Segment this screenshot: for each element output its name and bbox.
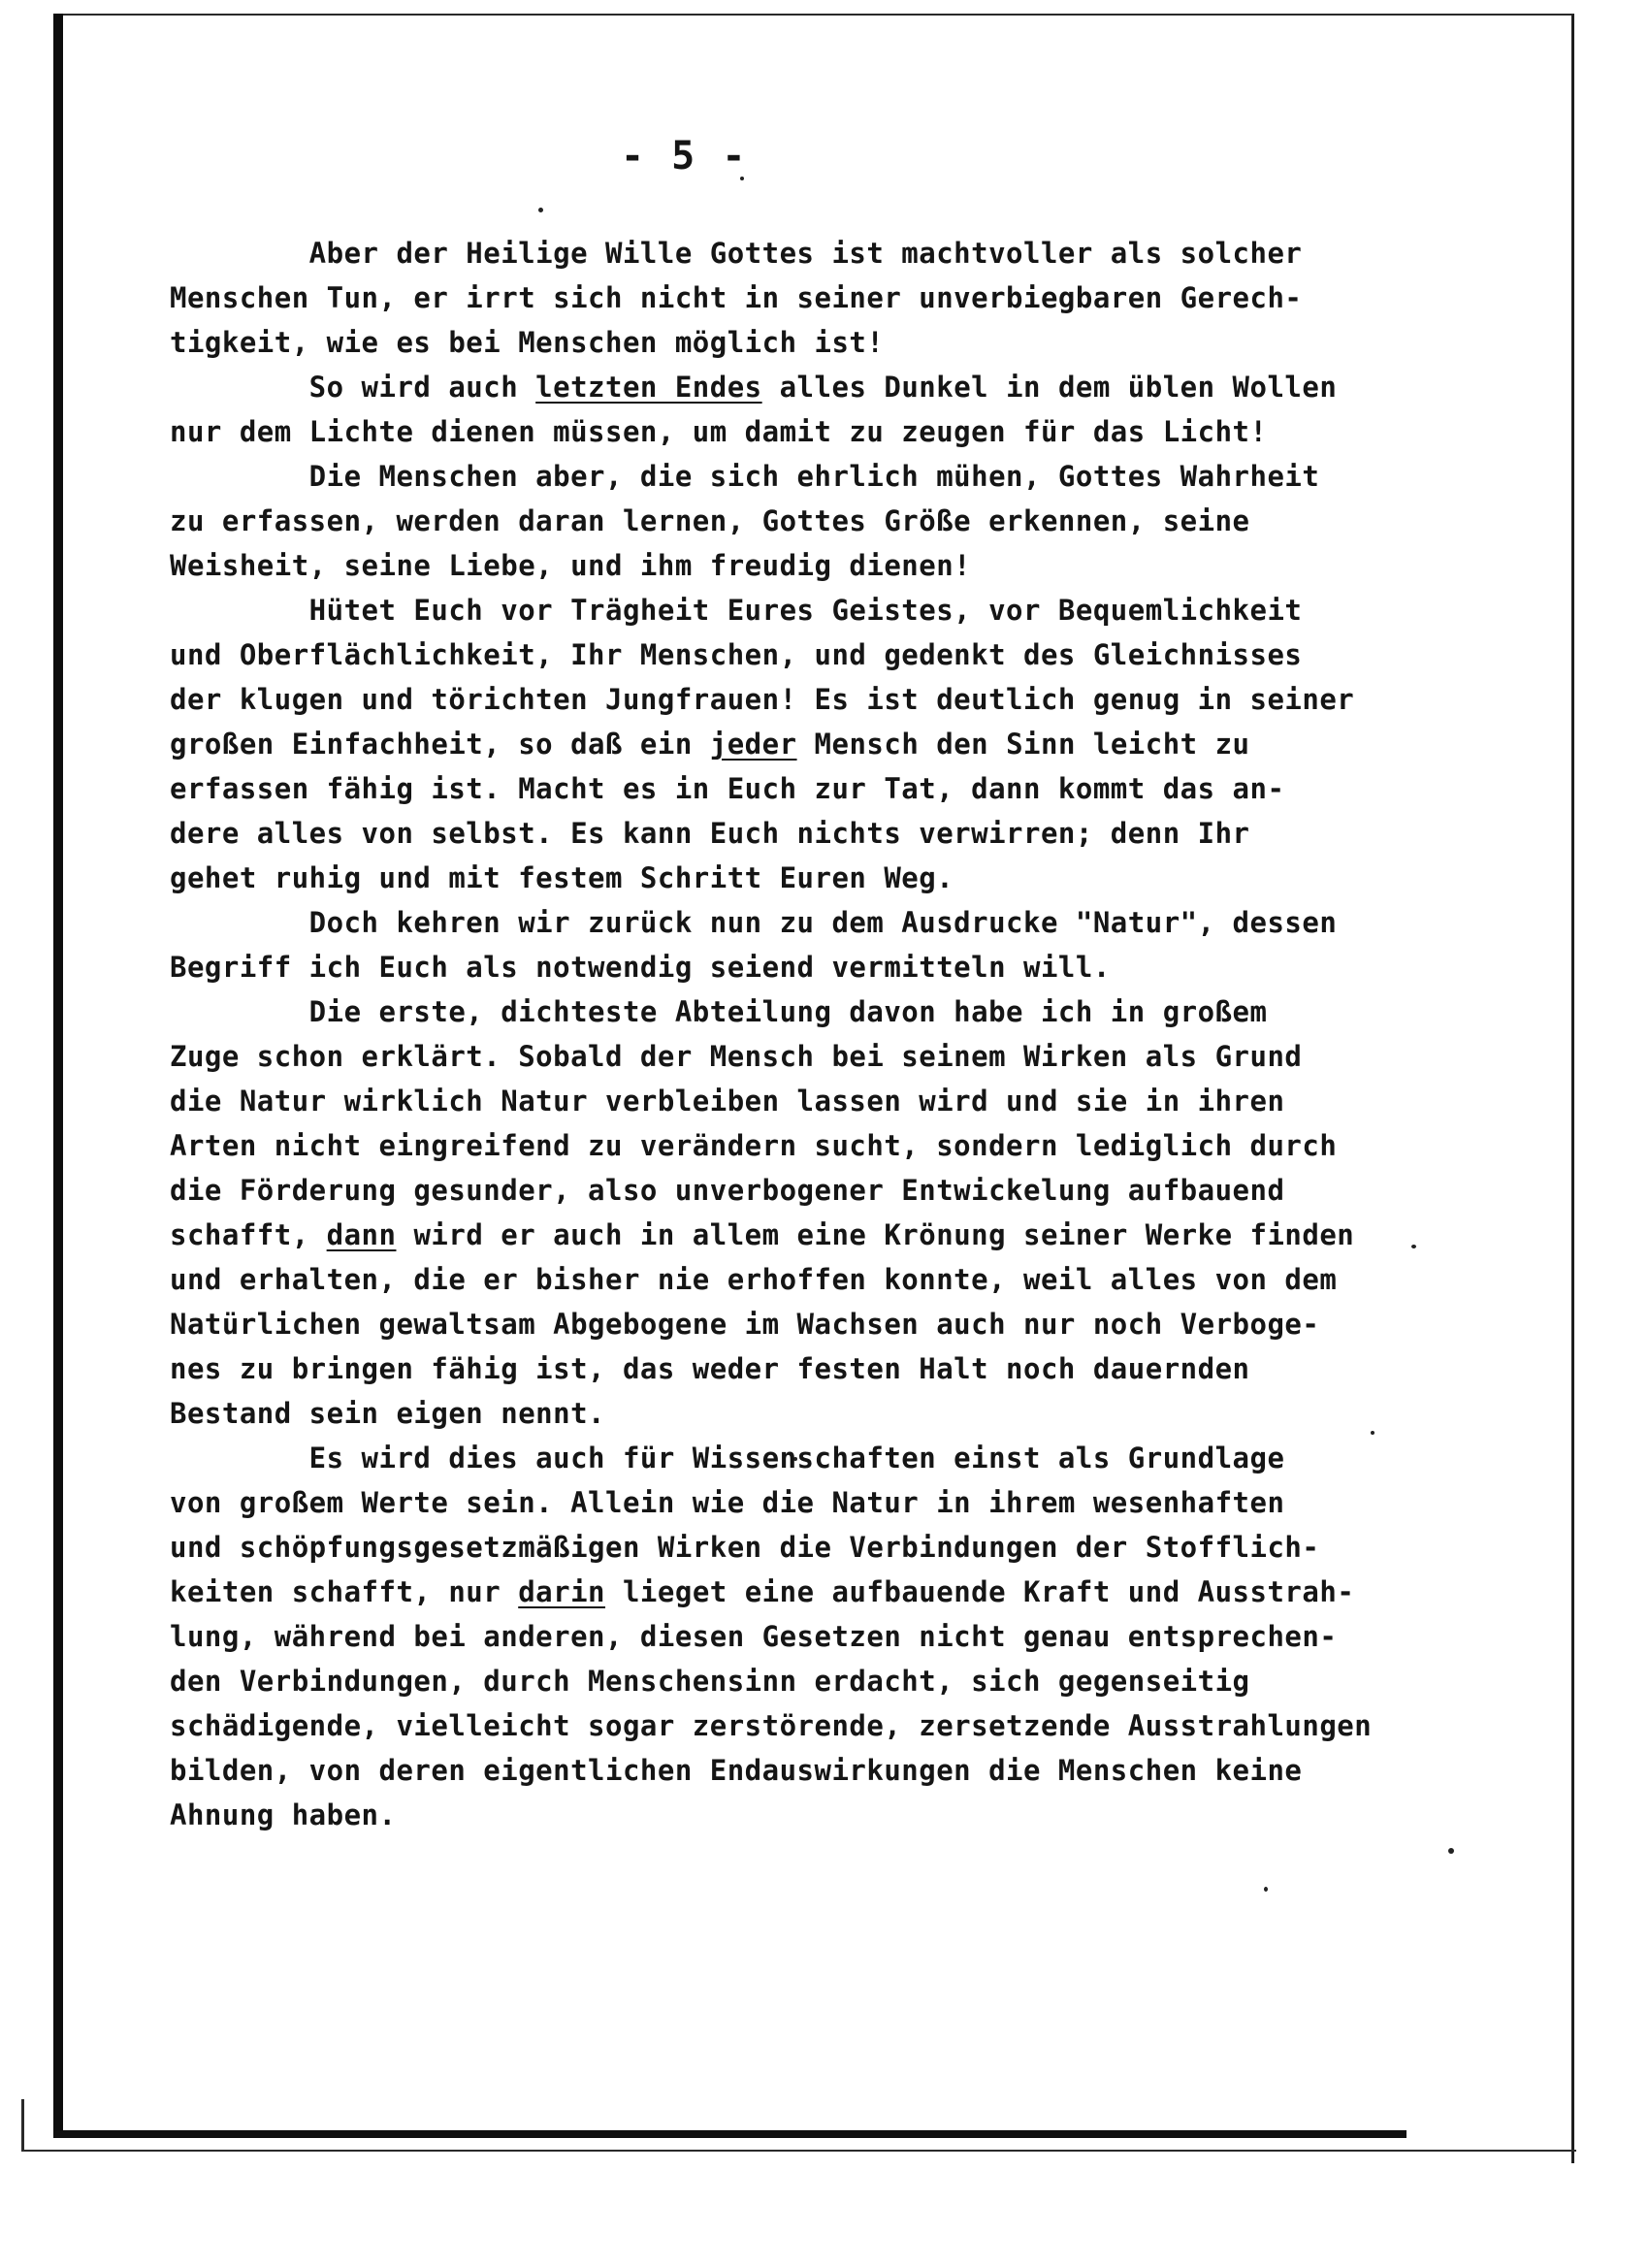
text-line: [170, 677, 1431, 722]
text-segment: den Verbindungen, durch Menschensinn erdacht, sich gegenseitig: [170, 1665, 1250, 1698]
text-line: [170, 1436, 1431, 1480]
text-line: [170, 1659, 1431, 1703]
text-line: [170, 766, 1431, 811]
text-segment: alles Dunkel in dem üblen Wollen: [761, 371, 1338, 404]
text-segment: Die Menschen aber, die sich ehrlich mühen, Gottes Wahrheit: [170, 460, 1320, 493]
text-line: [170, 856, 1431, 900]
text-line: [170, 1614, 1431, 1659]
text-segment: gehet ruhig und mit festem Schritt Euren Weg.: [170, 861, 954, 894]
text-segment: lung, während bei anderen, diesen Gesetzen nicht genau entsprechen-: [170, 1620, 1338, 1653]
text-segment: von großem Werte sein. Allein wie die Natur in ihrem wesenhaften: [170, 1486, 1285, 1519]
underlined-emphasis: dann: [326, 1218, 397, 1251]
text-segment: dere alles von selbst. Es kann Euch nichts verwirren; denn Ihr: [170, 817, 1250, 850]
scan-bottom-line: [24, 2150, 1576, 2152]
text-line: [170, 1793, 1431, 1837]
text-line: [170, 1391, 1431, 1436]
text-segment: und schöpfungsgesetzmäßigen Wirken die Verbindungen der Stofflich-: [170, 1531, 1320, 1564]
text-segment: die Förderung gesunder, also unverbogener Entwickelung aufbauend: [170, 1174, 1285, 1207]
text-line: [170, 1525, 1431, 1570]
text-segment: lieget eine aufbauende Kraft und Ausstrah-: [605, 1575, 1355, 1608]
scan-corner-mark: [21, 2099, 24, 2152]
underlined-emphasis: darin: [518, 1575, 606, 1608]
text-line: [170, 1480, 1431, 1525]
text-segment: die Natur wirklich Natur verbleiben lassen wird und sie in ihren: [170, 1085, 1285, 1118]
text-segment: Aber der Heilige Wille Gottes ist machtvoller als solcher: [170, 237, 1303, 270]
text-line: [170, 1703, 1431, 1748]
text-line: [170, 1168, 1431, 1213]
text-segment: Natürlichen gewaltsam Abgebogene im Wachsen auch nur noch Verboge-: [170, 1308, 1320, 1341]
text-segment: Zuge schon erklärt. Sobald der Mensch bei seinem Wirken als Grund: [170, 1040, 1303, 1073]
scan-speck: [538, 208, 543, 212]
text-line: [170, 499, 1431, 543]
text-line: [170, 1079, 1431, 1123]
text-line: [170, 722, 1431, 766]
text-segment: bilden, von deren eigentlichen Endauswirkungen die Menschen keine: [170, 1754, 1303, 1787]
text-segment: Begriff ich Euch als notwendig seiend vermitteln will.: [170, 951, 1111, 984]
text-segment: Bestand sein eigen nennt.: [170, 1397, 605, 1430]
scan-speck: [1448, 1848, 1454, 1854]
text-line: [170, 454, 1431, 499]
page-number: - 5 -: [621, 134, 748, 178]
text-segment: tigkeit, wie es bei Menschen möglich ist!: [170, 326, 885, 359]
text-line: [170, 365, 1431, 409]
text-segment: Weisheit, seine Liebe, und ihm freudig dienen!: [170, 549, 972, 582]
text-line: [170, 275, 1431, 320]
text-line: [170, 1748, 1431, 1793]
text-segment: Es wird dies auch für Wissenschaften einst als Grundlage: [170, 1442, 1285, 1474]
text-segment: nur dem Lichte dienen müssen, um damit zu zeugen für das Licht!: [170, 415, 1268, 448]
text-line: [170, 320, 1431, 365]
text-line: [170, 231, 1431, 275]
text-segment: keiten schafft, nur: [170, 1575, 519, 1608]
text-line: [170, 1123, 1431, 1168]
text-segment: erfassen fähig ist. Macht es in Euch zur Tat, dann kommt das an-: [170, 772, 1285, 805]
text-segment: der klugen und törichten Jungfrauen! Es ist deutlich genug in seiner: [170, 683, 1355, 716]
document-body: [170, 231, 1431, 1837]
text-segment: So wird auch: [170, 371, 536, 404]
text-segment: und Oberflächlichkeit, Ihr Menschen, und gedenkt des Gleichnisses: [170, 638, 1303, 671]
text-line: [170, 1570, 1431, 1614]
text-line: [170, 811, 1431, 856]
text-segment: Menschen Tun, er irrt sich nicht in seiner unverbiegbaren Gerech-: [170, 281, 1303, 314]
text-segment: Hütet Euch vor Trägheit Eures Geistes, vor Bequemlichkeit: [170, 594, 1303, 627]
underlined-emphasis: letzten Endes: [535, 371, 762, 404]
underlined-emphasis: jeder: [709, 728, 797, 761]
text-segment: Ahnung haben.: [170, 1798, 397, 1831]
text-line: [170, 588, 1431, 632]
text-line: [170, 1213, 1431, 1257]
text-segment: nes zu bringen fähig ist, das weder festen Halt noch dauernden: [170, 1352, 1250, 1385]
text-segment: Mensch den Sinn leicht zu: [796, 728, 1250, 761]
text-line: [170, 1346, 1431, 1391]
scan-left-edge: [53, 14, 63, 2138]
text-line: [170, 1302, 1431, 1346]
text-line: [170, 409, 1431, 454]
text-line: [170, 989, 1431, 1034]
text-line: [170, 945, 1431, 989]
text-line: [170, 632, 1431, 677]
text-segment: wird er auch in allem eine Krönung seiner Werke finden: [396, 1218, 1355, 1251]
text-line: [170, 1034, 1431, 1079]
text-line: [170, 1257, 1431, 1302]
text-segment: Die erste, dichteste Abteilung davon habe ich in großem: [170, 995, 1268, 1028]
text-segment: großen Einfachheit, so daß ein: [170, 728, 710, 761]
text-line: [170, 543, 1431, 588]
scan-bottom-edge: [53, 2130, 1406, 2138]
text-segment: zu erfassen, werden daran lernen, Gottes Größe erkennen, seine: [170, 504, 1250, 537]
text-line: [170, 900, 1431, 945]
text-segment: schädigende, vielleicht sogar zerstörende, zersetzende Ausstrahlungen: [170, 1709, 1373, 1742]
scan-speck: [1264, 1887, 1268, 1892]
text-segment: schafft,: [170, 1218, 327, 1251]
text-segment: und erhalten, die er bisher nie erhoffen konnte, weil alles von dem: [170, 1263, 1338, 1296]
text-segment: Doch kehren wir zurück nun zu dem Ausdrucke "Natur", dessen: [170, 906, 1338, 939]
text-segment: Arten nicht eingreifend zu verändern sucht, sondern lediglich durch: [170, 1129, 1338, 1162]
